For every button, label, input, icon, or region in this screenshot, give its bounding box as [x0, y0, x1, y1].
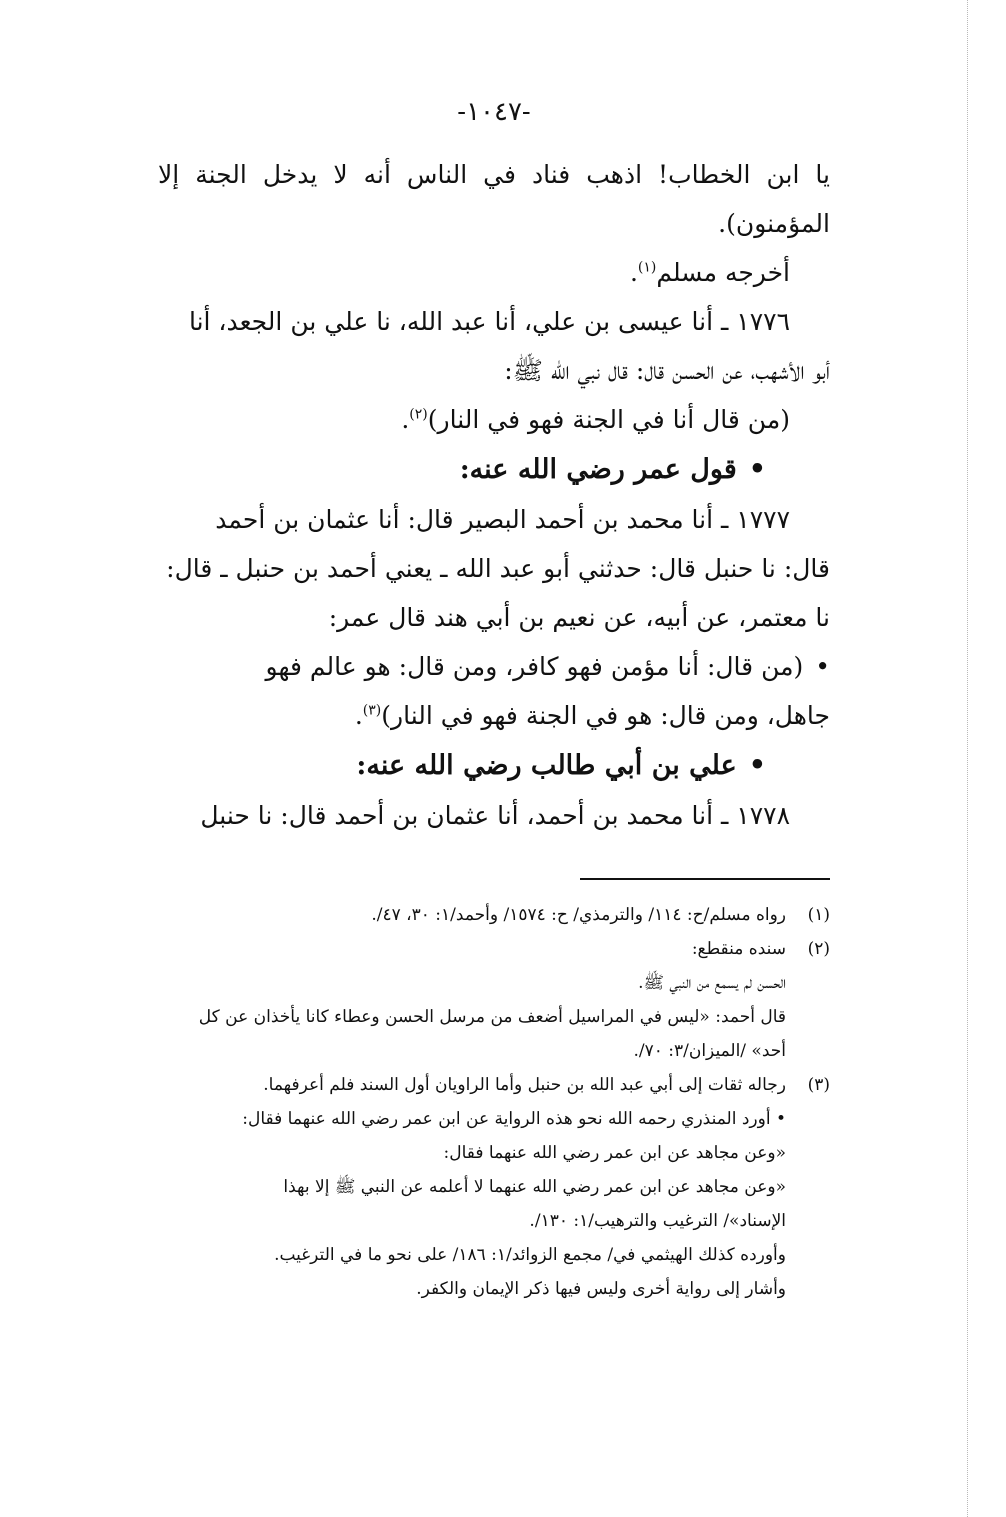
text-span: جاهل، ومن قال: هو في الجنة فهو في النار)	[381, 701, 830, 730]
footnote-line: • أورد المنذري رحمه الله نحو هذه الرواية عن ابن عمر رضي الله عنهما فقال:	[242, 1109, 786, 1129]
text-line: ١٧٧٦ ـ أنا عيسى بن علي، أنا عبد الله، نا علي بن الجعد، أنا	[188, 307, 790, 336]
footnote-ref: (١)	[637, 259, 657, 276]
text-line: نا معتمر، عن أبيه، عن نعيم بن أبي هند قال عمر:	[328, 603, 830, 632]
footnote-number: (٣)	[807, 1075, 830, 1095]
footnote-body	[158, 932, 786, 1068]
footnotes	[158, 898, 830, 1306]
footnote-2	[158, 932, 830, 1068]
full-stop: .	[629, 258, 638, 287]
text-line-bulleted	[158, 642, 830, 691]
footnote-line: «وعن مجاهد عن ابن عمر رضي الله عنهما لا أعلمه عن النبي ﷺ إلا بهذا	[283, 1177, 786, 1197]
full-stop: .	[401, 405, 410, 434]
book-page	[158, 92, 830, 1306]
text-span: (من قال أنا في الجنة فهو في النار)	[427, 405, 790, 434]
footnote-line: وأشار إلى رواية أخرى وليس فيها ذكر الإيمان والكفر.	[416, 1279, 786, 1299]
section-heading	[158, 444, 830, 495]
bullet-icon: •	[748, 454, 766, 485]
footnote-separator	[580, 878, 830, 880]
footnote-line: «وعن مجاهد عن ابن عمر رضي الله عنهما فقال:	[443, 1143, 786, 1163]
text-span: (من قال: أنا مؤمن فهو كافر، ومن قال: هو عالم فهو	[265, 652, 804, 681]
footnote-line: أحد» /الميزان/٣: ٧٠/.	[633, 1041, 786, 1061]
footnote-ref: (٢)	[409, 406, 428, 423]
heading-text: قول عمر رضي الله عنه:	[459, 454, 737, 485]
heading-text: علي بن أبي طالب رضي الله عنه:	[356, 750, 737, 781]
footnote-line: وأورده كذلك الهيثمي في/ مجمع الزوائد/١: ١٨٦/ على نحو ما في الترغيب.	[274, 1245, 786, 1265]
footnote-line: رواه مسلم/ح: ١١٤/ والترمذي/ ح: ١٥٧٤/ وأحمد/١: ٣٠، ٤٧/.	[371, 905, 786, 925]
text-line: ١٧٧٨ ـ أنا محمد بن أحمد، أنا عثمان بن أحمد قال: نا حنبل	[200, 801, 790, 830]
main-text	[158, 150, 830, 840]
footnote-number: (٢)	[807, 939, 830, 959]
text-line: أبو الأشهب، عن الحسن قال: قال نبي الله ﷺ:	[504, 356, 830, 385]
footnote-ref: (٣)	[362, 702, 382, 719]
section-heading	[158, 740, 830, 791]
footnote-line: قال أحمد: «ليس في المراسيل أضعف من مرسل الحسن وعطاء كانا يأخذان عن كل	[198, 1007, 786, 1027]
text-line-with-ref	[158, 395, 830, 444]
text-line: قال: نا حنبل قال: حدثني أبو عبد الله ـ يعني أحمد بن حنبل ـ قال:	[166, 554, 830, 583]
bullet-icon: •	[815, 652, 830, 681]
footnote-line: الإسناد»/ الترغيب والترهيب/١: ١٣٠/.	[529, 1211, 786, 1231]
footnote-3	[158, 1068, 830, 1306]
page-number: -١٠٤٧-	[457, 97, 531, 127]
scan-edge-dotted-line	[967, 0, 968, 1517]
footnote-number: (١)	[807, 905, 830, 925]
text-line: يا ابن الخطاب! اذهب فناد في الناس أنه لا يدخل الجنة إلا المؤمنون).	[158, 160, 830, 238]
footnote-line: رجاله ثقات إلى أبي عبد الله بن حنبل وأما الراويان أول السند فلم أعرفهما.	[263, 1075, 786, 1095]
footnote-1	[158, 898, 830, 932]
footnote-line: الحسن لم يسمع من النبي ﷺ.	[638, 973, 786, 993]
text-line-with-ref	[158, 248, 830, 297]
text-line-with-ref	[158, 691, 830, 740]
text-line: ١٧٧٧ ـ أنا محمد بن أحمد البصير قال: أنا عثمان بن أحمد	[215, 505, 790, 534]
footnote-body	[158, 1068, 786, 1306]
footnote-line: سنده منقطع:	[691, 939, 786, 959]
footnote-body	[158, 898, 786, 932]
full-stop: .	[354, 701, 363, 730]
text-span: أخرجه مسلم	[656, 258, 790, 287]
bullet-icon: •	[748, 750, 766, 781]
